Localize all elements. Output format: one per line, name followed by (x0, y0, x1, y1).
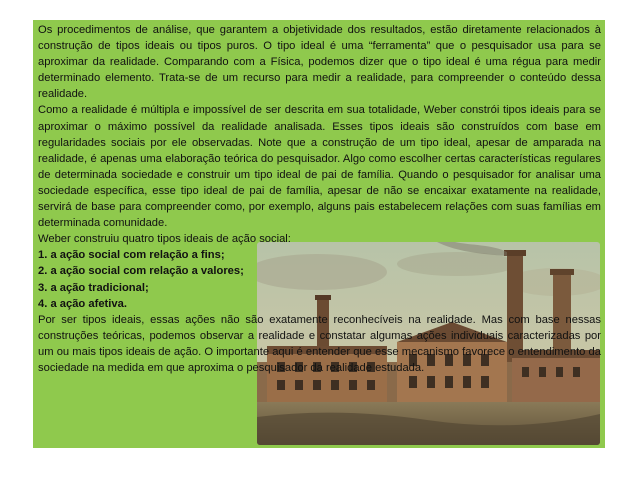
action-type-2: 2. a ação social com relação a valores; (38, 265, 244, 278)
paragraph-ideal-types: Os procedimentos de análise, que garantem a objetividade dos resultados, estão diretamente relacionados à construção de tipos ideais ou tipos puros. O tipo ideal é uma “ferramenta” que o pesquisador usa para se aproximar da realidade. Comparando com a Física, podemos dizer que o tipo ideal é uma régua para medir determinado elemento. Trata-se de um recurso para medir a realidade, para compreender o conteúdo dessa realidade. (38, 24, 601, 101)
action-type-1: 1. a ação social com relação a fins; (38, 249, 225, 262)
main-text (38, 22, 601, 376)
paragraph-conclusion: Por ser tipos ideais, essas ações não são exatamente reconhecíveis na realidade. Mas com base nessas construções teóricas, podemos observar a realidade e constatar algumas ações individuais caracterizadas por um ou mais tipos ideais de ação. O importante aqui é entender que esse mecanismo favorece o entendimento da sociedade na medida em que aproxima o pesquisador da realidade estudada. (38, 313, 601, 374)
paragraph-weber-reality: Como a realidade é múltipla e impossível de ser descrita em sua totalidade, Weber constrói tipos ideais para se aproximar o máximo possível da realidade analisada. Esses tipos ideais são construídos com base em regularidades sociais por ele observadas. Note que a construção de um tipo ideal, apesar de amparada na realidade, é apenas uma elaboração teórica do pesquisador. Algo como escolher certas características regulares de determinada sociedade e construir um tipo ideal de pai de família. Quando o pesquisador for analisar uma sociedade específica, esse tipo ideal de pai de família, apesar de não se encaixar exatamente na realidade, servirá de base para compreender como, por exemplo, alguns pais estabelecem relações com suas famílias em determinada comunidade. (38, 104, 601, 230)
action-type-3: 3. a ação tradicional; (38, 281, 149, 294)
action-type-4: 4. a ação afetiva. (38, 297, 127, 310)
paragraph-action-intro: Weber construiu quatro tipos ideais de ação social: (38, 233, 291, 246)
